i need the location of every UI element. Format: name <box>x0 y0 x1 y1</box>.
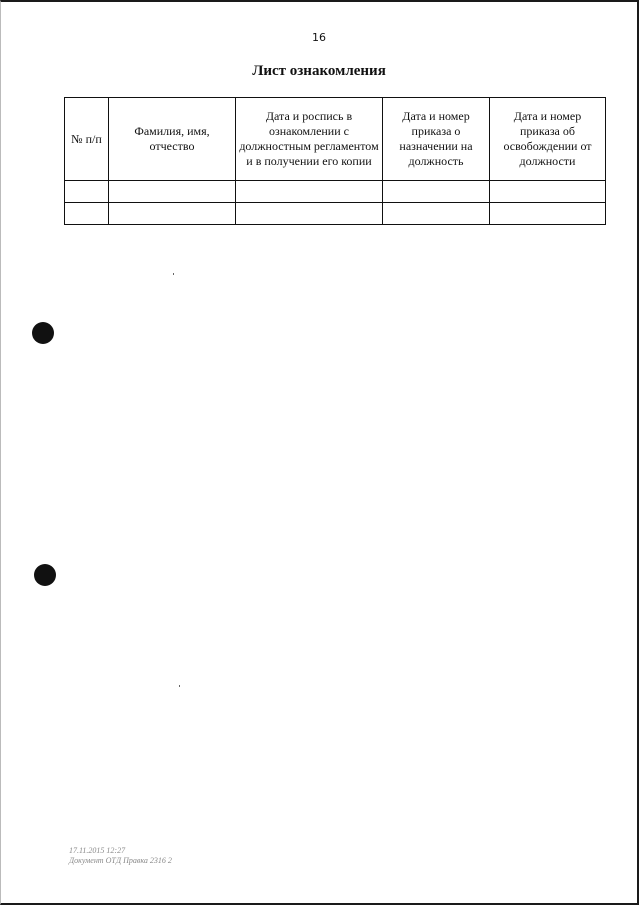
table-row <box>65 203 606 225</box>
footer-stamp <box>69 846 172 866</box>
page-title: Лист ознакомления <box>252 63 386 79</box>
punch-hole-bottom <box>34 564 56 586</box>
scan-speck <box>173 273 174 275</box>
acknowledgement-table <box>64 97 606 225</box>
punch-hole-top <box>32 322 54 344</box>
table-cell <box>109 203 236 225</box>
table-cell <box>236 203 383 225</box>
table-header-row <box>65 98 606 181</box>
scan-speck <box>179 685 180 687</box>
table-cell <box>65 203 109 225</box>
table-cell <box>383 181 490 203</box>
table-cell <box>236 181 383 203</box>
header-number: № п/п <box>65 98 109 181</box>
table-row <box>65 181 606 203</box>
table-cell <box>383 203 490 225</box>
footer-stamp-line2: Документ ОТД Правка 2316 2 <box>69 856 172 865</box>
header-dismissal-order: Дата и номер приказа об освобождении от должности <box>490 98 606 181</box>
header-signature-date: Дата и роспись в ознакомлении с должностным регламентом и в получении его копии <box>236 98 383 181</box>
header-appointment-order: Дата и номер приказа о назначении на должность <box>383 98 490 181</box>
table-cell <box>109 181 236 203</box>
footer-stamp-line1: 17.11.2015 12:27 <box>69 846 126 855</box>
page-number: 16 <box>312 31 326 44</box>
table-cell <box>490 203 606 225</box>
table-cell <box>65 181 109 203</box>
header-full-name: Фамилия, имя, отчество <box>109 98 236 181</box>
table-cell <box>490 181 606 203</box>
